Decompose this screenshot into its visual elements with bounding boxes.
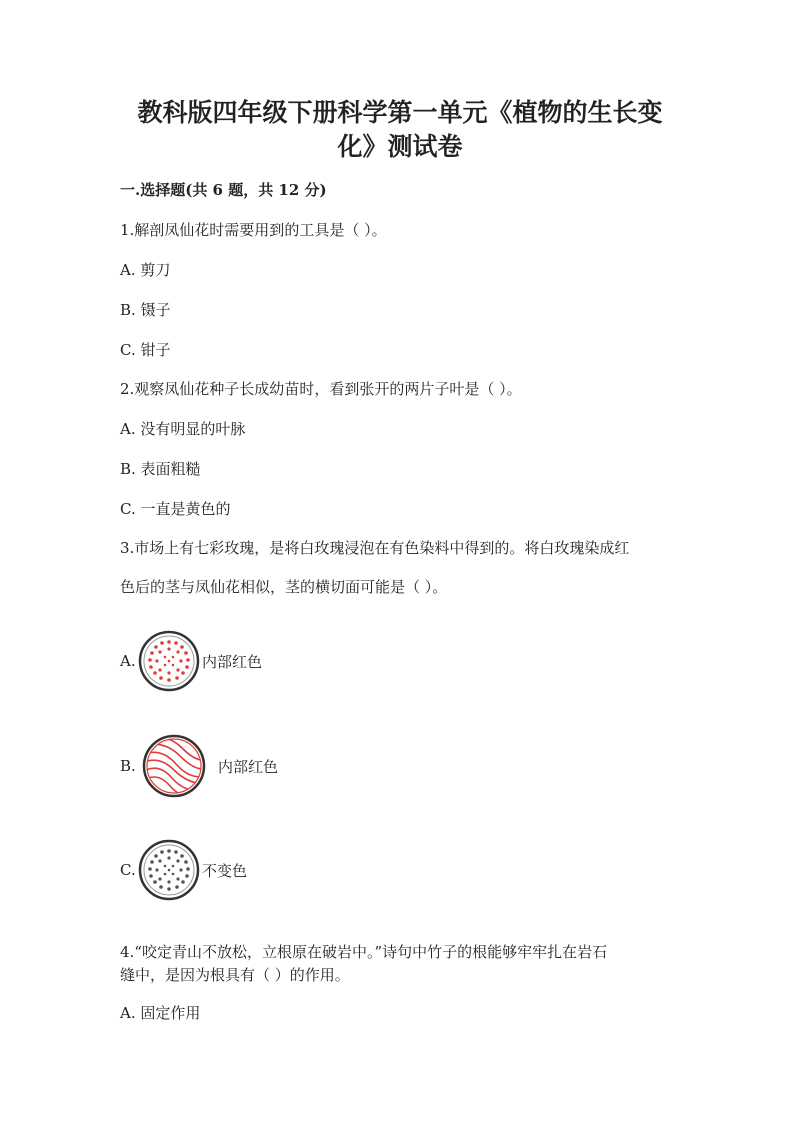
section-heading: 一.选择题(共 6 题，共 12 分): [120, 181, 327, 199]
question-2-option-b: B. 表面粗糙: [120, 460, 201, 478]
question-3-stem-line2: 色后的茎与凤仙花相似，茎的横切面可能是（ ）。: [120, 578, 448, 596]
option-caption: 内部红色: [218, 757, 279, 776]
page-title-line1: 教科版四年级下册科学第一单元《植物的生长变: [137, 98, 663, 127]
question-1-option-b: B. 镊子: [120, 301, 171, 319]
question-4-stem-line2: 缝中，是因为根具有（ ）的作用。: [120, 966, 350, 984]
question-3-option-a: [120, 629, 262, 693]
page-title-line2: 化》测试卷: [337, 132, 463, 161]
question-4-stem-line1: 4.“咬定青山不放松，立根原在破岩中。”诗句中竹子的根能够牢牢扎在岩石: [120, 943, 608, 961]
question-3-stem-line1: 3.市场上有七彩玫瑰，是将白玫瑰浸泡在有色染料中得到的。将白玫瑰染成红: [120, 539, 630, 557]
question-1-option-c: C. 钳子: [120, 341, 171, 359]
option-letter: B.: [120, 757, 136, 775]
option-caption: 内部红色: [202, 652, 263, 671]
question-1-stem: 1.解剖凤仙花时需要用到的工具是（ ）。: [120, 221, 387, 239]
question-2-option-c: C. 一直是黄色的: [120, 500, 231, 518]
question-3-option-b: [120, 734, 278, 798]
question-4-option-a: A. 固定作用: [120, 1004, 201, 1022]
question-2-stem: 2.观察凤仙花种子长成幼苗时，看到张开的两片子叶是（ ）。: [120, 380, 522, 398]
stem-cross-section-red-dots-icon: [138, 630, 200, 692]
question-2-option-a: A. 没有明显的叶脉: [120, 420, 246, 438]
stem-cross-section-grey-dots-icon: [138, 839, 200, 901]
stem-cross-section-red-streaks-icon: [142, 734, 206, 798]
option-caption: 不变色: [202, 861, 248, 880]
option-letter: C.: [120, 861, 136, 879]
option-letter: A.: [120, 652, 136, 670]
question-1-option-a: A. 剪刀: [120, 261, 171, 279]
question-3-option-c: [120, 838, 247, 902]
